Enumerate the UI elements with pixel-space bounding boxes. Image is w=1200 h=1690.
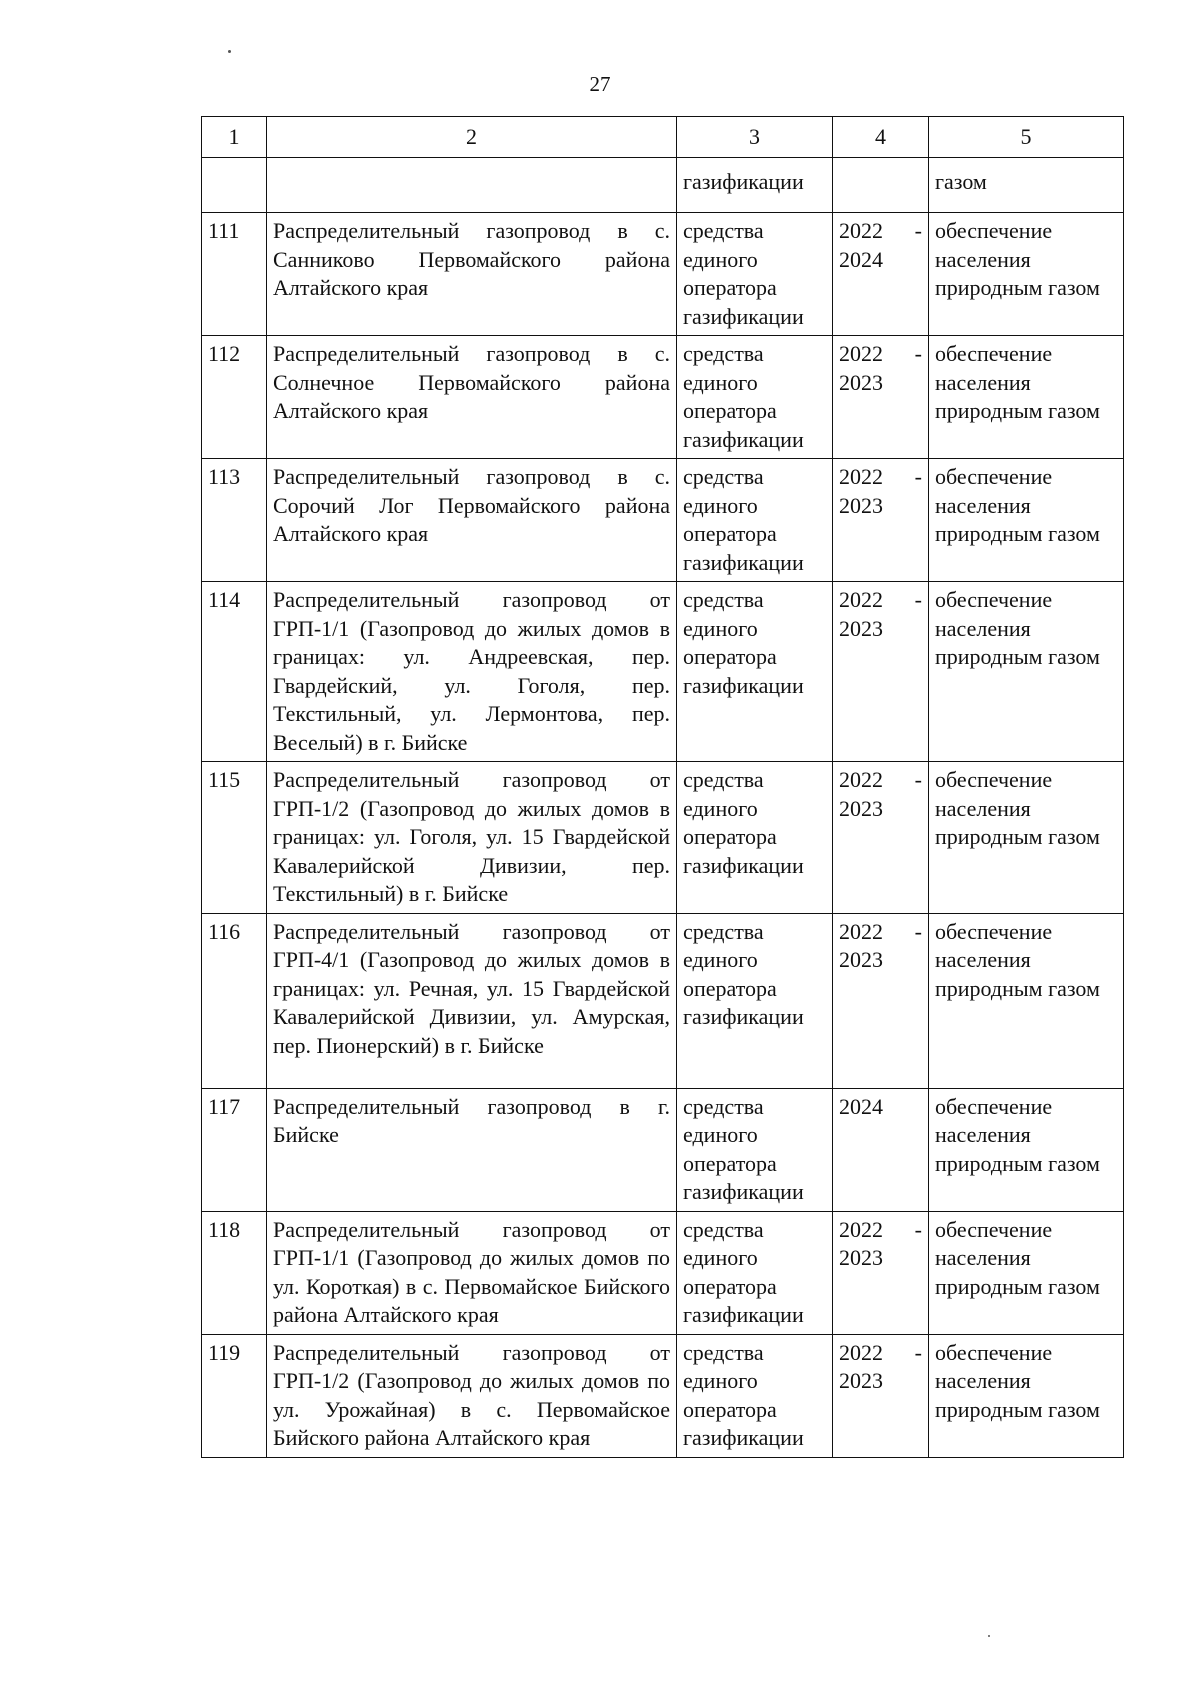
row-years-text — [839, 1339, 922, 1396]
table-row — [202, 213, 1124, 336]
row-description-cell: Распределительный газопровод от ГРП-4/1 (Газопровод до жилых домов в границах: ул. Речная, ул. 15 Гвардейской Кавалерийской Дивизии, ул. Амурская, пер. Пионерский) в г. Бийске — [267, 913, 677, 1088]
row-funding-source-cell: средства единого оператора газификации — [677, 459, 833, 582]
row-year-value: 2022 — [839, 464, 883, 489]
row-purpose-cell: обеспечение населения природным газом — [929, 459, 1124, 582]
row-number-cell: 116 — [202, 913, 267, 1088]
row-year-value: 2022 — [839, 1339, 883, 1365]
page-number: 27 — [589, 72, 611, 96]
row-years-text — [839, 463, 922, 520]
row-years-text — [839, 918, 922, 975]
row-year-value: 2023 — [839, 1245, 883, 1270]
row-years-text — [839, 1093, 922, 1122]
row-funding-source-cell: средства единого оператора газификации — [677, 1211, 833, 1334]
row-years-dash: - — [914, 918, 922, 944]
row-description-cell: Распределительный газопровод от ГРП-1/2 (Газопровод до жилых домов в границах: ул. Гоголя, ул. 15 Гвардейской Кавалерийской Дивизии, пер. Текстильный) в г. Бийске — [267, 762, 677, 914]
row-description-cell: Распределительный газопровод в с. Санниково Первомайского района Алтайского края — [267, 213, 677, 336]
header-cell-1: 1 — [202, 117, 267, 158]
row-description-cell: Распределительный газопровод от ГРП-1/2 (Газопровод до жилых домов по ул. Урожайная) в с. Первомайское Бийского района Алтайского края — [267, 1334, 677, 1457]
row-year-value: 2023 — [839, 615, 883, 641]
continuation-row — [202, 158, 1124, 213]
row-years-dash: - — [914, 341, 922, 366]
row-purpose-cell: обеспечение населения природным газом — [929, 1088, 1124, 1211]
row-year-value: 2023 — [839, 369, 883, 395]
row-years-dash: - — [914, 1339, 922, 1365]
row-year-value: 2023 — [839, 1368, 883, 1393]
row-year-value: 2023 — [839, 492, 883, 518]
row-years-text — [839, 766, 922, 823]
row-description-cell: Распределительный газопровод в с. Солнечное Первомайского района Алтайского края — [267, 336, 677, 459]
row-years-dash: - — [914, 587, 922, 612]
header-row — [202, 117, 1124, 158]
row-years-cell — [833, 213, 929, 336]
row-purpose-cell: обеспечение населения природным газом — [929, 213, 1124, 336]
row-year-value: 2024 — [839, 1093, 883, 1119]
row-years-cell — [833, 762, 929, 914]
row-years-dash: - — [914, 218, 922, 243]
continuation-source-cell: газификации — [677, 158, 833, 213]
row-years-text — [839, 1216, 922, 1273]
row-description-cell: Распределительный газопровод от ГРП-1/1 (Газопровод до жилых домов по ул. Короткая) в с. Первомайское Бийского района Алтайского края — [267, 1211, 677, 1334]
row-purpose-cell: обеспечение населения природным газом — [929, 1334, 1124, 1457]
table-row — [202, 913, 1124, 1088]
row-number-cell: 117 — [202, 1088, 267, 1211]
row-number-cell: 113 — [202, 459, 267, 582]
scan-speck — [228, 50, 231, 53]
table-row — [202, 1334, 1124, 1457]
row-year-value: 2022 — [839, 918, 883, 944]
row-number-cell: 111 — [202, 213, 267, 336]
header-cell-3: 3 — [677, 117, 833, 158]
row-year-value: 2023 — [839, 795, 883, 821]
row-years-dash: - — [914, 1216, 922, 1242]
continuation-num-cell — [202, 158, 267, 213]
table-row — [202, 1088, 1124, 1211]
row-description-cell: Распределительный газопровод в с. Сорочий Лог Первомайского района Алтайского края — [267, 459, 677, 582]
row-years-cell — [833, 336, 929, 459]
row-year-value: 2022 — [839, 587, 883, 612]
row-year-value: 2024 — [839, 246, 883, 272]
row-description-cell: Распределительный газопровод от ГРП-1/1 (Газопровод до жилых домов в границах: ул. Андреевская, пер. Гвардейский, ул. Гоголя, пер. Текстильный, ул. Лермонтова, пер. Веселый) в г. Бийске — [267, 582, 677, 762]
row-purpose-cell: обеспечение населения природным газом — [929, 913, 1124, 1088]
row-funding-source-cell: средства единого оператора газификации — [677, 1334, 833, 1457]
row-years-cell — [833, 1211, 929, 1334]
header-cell-5: 5 — [929, 117, 1124, 158]
row-year-value: 2022 — [839, 1216, 883, 1242]
table-row — [202, 1211, 1124, 1334]
continuation-purpose-cell: газом — [929, 158, 1124, 213]
row-year-value: 2023 — [839, 947, 883, 972]
row-funding-source-cell: средства единого оператора газификации — [677, 336, 833, 459]
row-years-text — [839, 340, 922, 397]
row-funding-source-cell: средства единого оператора газификации — [677, 913, 833, 1088]
row-years-cell — [833, 582, 929, 762]
row-years-cell — [833, 459, 929, 582]
row-purpose-cell: обеспечение населения природным газом — [929, 762, 1124, 914]
header-cell-2: 2 — [267, 117, 677, 158]
row-year-value: 2022 — [839, 218, 883, 243]
row-number-cell: 115 — [202, 762, 267, 914]
gasification-table — [201, 116, 1124, 1458]
row-funding-source-cell: средства единого оператора газификации — [677, 213, 833, 336]
row-years-dash: - — [914, 767, 922, 792]
scan-speck — [988, 1635, 990, 1637]
row-number-cell: 114 — [202, 582, 267, 762]
row-purpose-cell: обеспечение населения природным газом — [929, 1211, 1124, 1334]
row-years-dash: - — [914, 464, 922, 489]
row-number-cell: 118 — [202, 1211, 267, 1334]
row-years-cell — [833, 913, 929, 1088]
row-funding-source-cell: средства единого оператора газификации — [677, 762, 833, 914]
table-row — [202, 582, 1124, 762]
row-year-value: 2022 — [839, 767, 883, 792]
row-funding-source-cell: средства единого оператора газификации — [677, 582, 833, 762]
row-years-cell — [833, 1334, 929, 1457]
row-years-text — [839, 586, 922, 643]
row-funding-source-cell: средства единого оператора газификации — [677, 1088, 833, 1211]
header-cell-4: 4 — [833, 117, 929, 158]
row-description-cell: Распределительный газопровод в г. Бийске — [267, 1088, 677, 1211]
row-year-value: 2022 — [839, 341, 883, 366]
continuation-desc-cell — [267, 158, 677, 213]
row-number-cell: 119 — [202, 1334, 267, 1457]
row-years-text — [839, 217, 922, 274]
row-purpose-cell: обеспечение населения природным газом — [929, 336, 1124, 459]
row-years-cell — [833, 1088, 929, 1211]
table-row — [202, 336, 1124, 459]
table-row — [202, 459, 1124, 582]
continuation-years-cell — [833, 158, 929, 213]
table-row — [202, 762, 1124, 914]
row-purpose-cell: обеспечение населения природным газом — [929, 582, 1124, 762]
row-number-cell: 112 — [202, 336, 267, 459]
